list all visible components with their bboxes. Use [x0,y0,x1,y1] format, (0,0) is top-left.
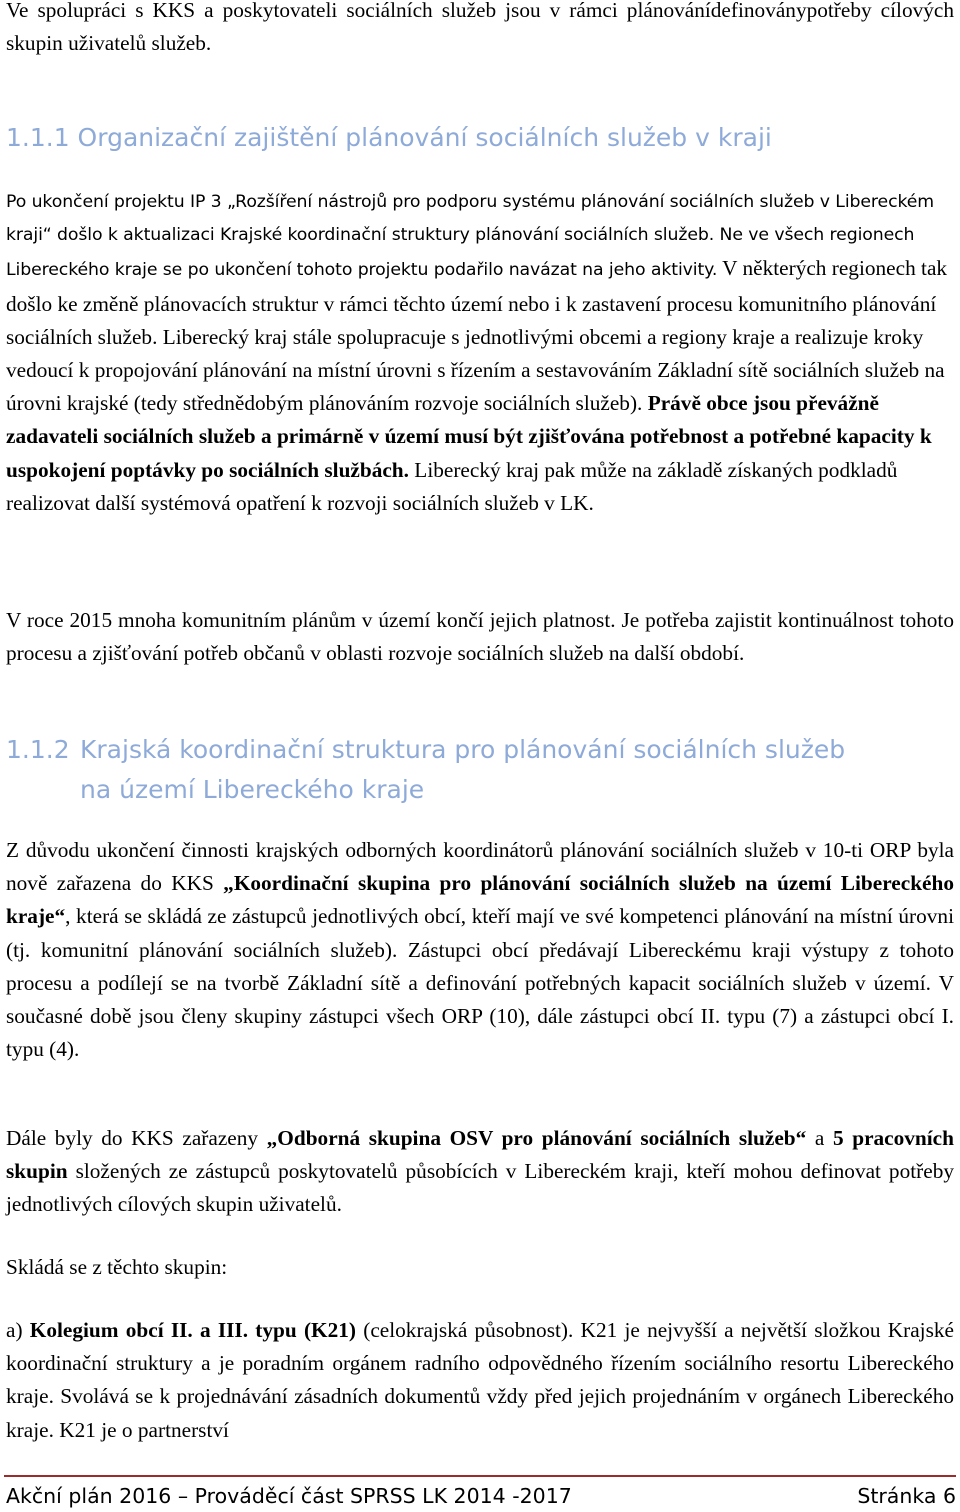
text-run: Z důvodu ukončení činnosti krajských odborných koordinátorů plánování sociálních služeb v 10-ti ORP byla nově zařazena do KKS [6,838,954,896]
section-heading-112 [6,730,956,804]
text-run: Dále byly do KKS zařazeny [6,1126,267,1150]
paragraph-serif-text: V některých regionech tak došlo ke změně plánovacích struktur v rámci těchto území nebo i k zastavení procesu komunitního plánování sociálních služeb. Liberecký kraj stále spolupracuje s jednotlivými obcemi a regiony kraje a realizuje kroky vedoucí k propojování plánování na místní úrovni s řízením a sestavováním Základní sítě sociálních služeb na úrovni krajské (tedy střednědobým plánováním rozvoje sociálních služeb). [6,256,948,416]
section-heading-111: 1.1.1 Organizační zajištění plánování sociálních služeb v kraji [6,123,772,152]
text-run: a [806,1126,833,1150]
section-112-paragraph-1 [6,834,954,1066]
list-marker: a) [6,1318,30,1342]
paragraph-text: Skládá se z těchto skupin: [6,1255,228,1279]
section-111-paragraph-1 [6,186,954,520]
bold-term-kolegium: Kolegium obcí II. a III. typu (K21) [29,1318,356,1342]
page-footer [6,1480,956,1512]
footer-page-number: Stránka 6 [857,1484,956,1508]
footer-rule [4,1475,956,1477]
bold-term-pracovni-skupiny: 5 pracovních skupin [6,1126,954,1184]
section-heading-line-2: na území Libereckého kraje [80,775,425,804]
text-run: , která se skládá ze zástupců jednotlivých obcí, kteří mají ve své kompetenci plánování na místní úrovni (tj. komunitní plánování sociálních služeb). Zástupci obcí předávají Libereckému kraji výstupy z tohoto procesu a podílejí se na tvorbě Základní sítě a definování potřebných kapacit sociálních služeb v území. V současné době jsou členy skupiny zástupci všech ORP (10), dále zástupci obcí II. typu (7) a zástupci obcí I. typu (4). [6,904,954,1062]
text-run: složených ze zástupců poskytovatelů působících v Libereckém kraji, kteří mohou definovat potřeby jednotlivých cílových skupin uživatelů. [6,1159,954,1217]
intro-paragraph [6,0,954,60]
bold-term-koordinacni-skupina: „Koordinační skupina pro plánování sociálních služeb na území Libereckého kraje“ [6,871,954,929]
bold-term-odborna-skupina: „Odborná skupina OSV pro plánování sociálních služeb“ [266,1126,807,1150]
section-heading-number: 1.1.2 [6,735,70,764]
section-heading-line-1: Krajská koordinační struktura pro plánování sociálních služeb [80,735,846,764]
intro-text: Ve spolupráci s KKS a poskytovateli sociálních služeb jsou v rámci plánovánídefinoványpotřeby cílových skupin uživatelů služeb. [6,0,954,56]
paragraph-bold-text: Právě obce jsou převážně zadavateli sociálních služeb a primárně v území musí být zjišťována potřebnost a potřebné kapacity k uspokojení poptávky po sociálních službách. [6,391,932,482]
section-112-paragraph-3 [6,1251,954,1284]
paragraph-sans-text: Po ukončení projektu IP 3 „Rozšíření nástrojů pro podporu systému plánování sociálních služeb v Libereckém kraji“ došlo k aktualizaci Krajské koordinační struktury plánování sociálních služeb. Ne ve všech regionech Libereckého kraje se po ukončení tohoto projektu podařilo navázat na jeho aktivity. [6,192,935,281]
footer-document-title: Akční plán 2016 – Prováděcí část SPRSS LK 2014 -2017 [6,1484,572,1508]
text-run: (celokrajská působnost). K21 je nejvyšší a největší složkou Krajské koordinační struktury a je poradním orgánem radního odpovědného řízením sociálního resortu Libereckého kraje. Svolává se k projednávání zásadních dokumentů vždy před jejich projednáním v orgánech Libereckého kraje. K21 je o partnerství [6,1318,954,1442]
paragraph-serif-text-2: Liberecký kraj pak může na základě získaných podkladů realizovat další systémová opatření k rozvoji sociálních služeb v LK. [6,457,898,515]
section-111-paragraph-2 [6,604,954,670]
section-112-paragraph-2 [6,1122,954,1222]
section-112-paragraph-4 [6,1314,954,1447]
paragraph-text: V roce 2015 mnoha komunitním plánům v území končí jejich platnost. Je potřeba zajistit kontinuálnost tohoto procesu a zjišťování potřeb občanů v oblasti rozvoje sociálních služeb na další období. [6,608,954,666]
